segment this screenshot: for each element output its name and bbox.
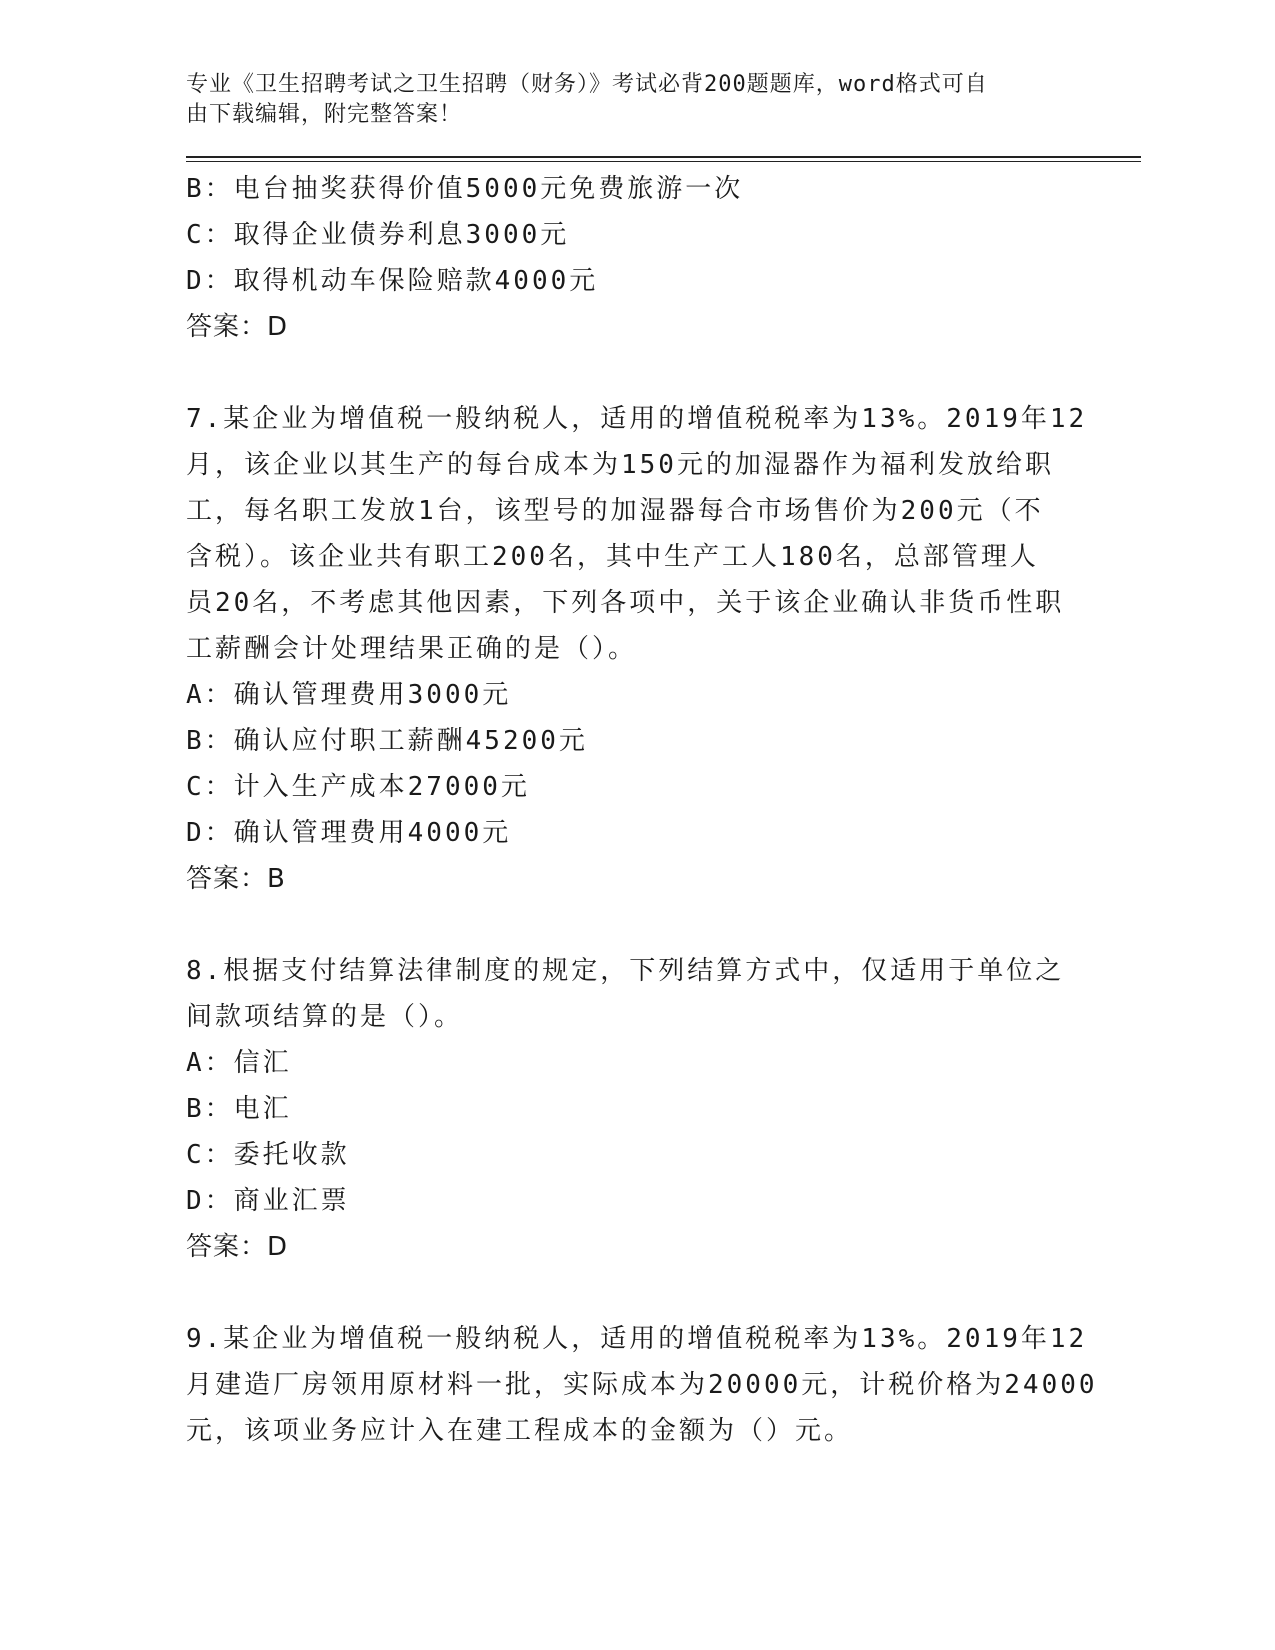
question-text-line: 员20名，不考虑其他因素，下列各项中，关于该企业确认非货币性职 [186, 588, 1065, 618]
question-text-line: 月建造厂房领用原材料一批，实际成本为20000元，计税价格为24000 [186, 1370, 1098, 1400]
question-text-line: 含税）。该企业共有职工200名，其中生产工人180名，总部管理人 [186, 542, 1039, 572]
question-text-line: 元，该项业务应计入在建工程成本的金额为（）元。 [186, 1416, 854, 1446]
option-b: B：电汇 [186, 1094, 292, 1124]
spacer [186, 902, 1086, 948]
spacer [186, 350, 1086, 396]
question-text-line: 间款项结算的是（）。 [186, 1002, 464, 1032]
document-page [186, 70, 1098, 1454]
question-text-line: 工，每名职工发放1台，该型号的加湿器每合市场售价为200元（不 [186, 496, 1044, 526]
option-d: D：取得机动车保险赔款4000元 [186, 266, 599, 296]
document-header [186, 70, 1066, 130]
option-d: D：确认管理费用4000元 [186, 818, 512, 848]
answer: 答案：D [186, 1232, 289, 1262]
question-9 [186, 1316, 1098, 1454]
question-text-line: 9.某企业为增值税一般纳税人，适用的增值税税率为13%。2019年12 [186, 1324, 1088, 1354]
question-text-line: 工薪酬会计处理结果正确的是（）。 [186, 634, 638, 664]
question-text-line: 7.某企业为增值税一般纳税人，适用的增值税税率为13%。2019年12 [186, 404, 1088, 434]
option-d: D：商业汇票 [186, 1186, 350, 1216]
spacer [186, 1270, 1086, 1316]
option-b: B：电台抽奖获得价值5000元免费旅游一次 [186, 174, 744, 204]
question-text-line: 月，该企业以其生产的每台成本为150元的加湿器作为福利发放给职 [186, 450, 1054, 480]
option-c: C：取得企业债券利息3000元 [186, 220, 570, 250]
answer: 答案：D [186, 312, 289, 342]
answer: 答案：B [186, 864, 286, 894]
divider-line-thin [186, 161, 1141, 162]
header-line-1: 专业《卫生招聘考试之卫生招聘（财务）》考试必背200题题库，word格式可自 [186, 72, 988, 97]
option-c: C：委托收款 [186, 1140, 350, 1170]
question-text-line: 8.根据支付结算法律制度的规定，下列结算方式中，仅适用于单位之 [186, 956, 1065, 986]
divider-line-thick [186, 156, 1141, 158]
option-a: A：信汇 [186, 1048, 292, 1078]
option-c: C：计入生产成本27000元 [186, 772, 530, 802]
option-b: B：确认应付职工薪酬45200元 [186, 726, 588, 756]
question-6 [186, 166, 1086, 350]
question-content [186, 166, 1098, 1454]
header-line-2: 由下载编辑，附完整答案！ [186, 102, 463, 127]
question-7 [186, 396, 1086, 902]
question-8 [186, 948, 1086, 1270]
option-a: A：确认管理费用3000元 [186, 680, 512, 710]
header-divider [186, 156, 1141, 162]
